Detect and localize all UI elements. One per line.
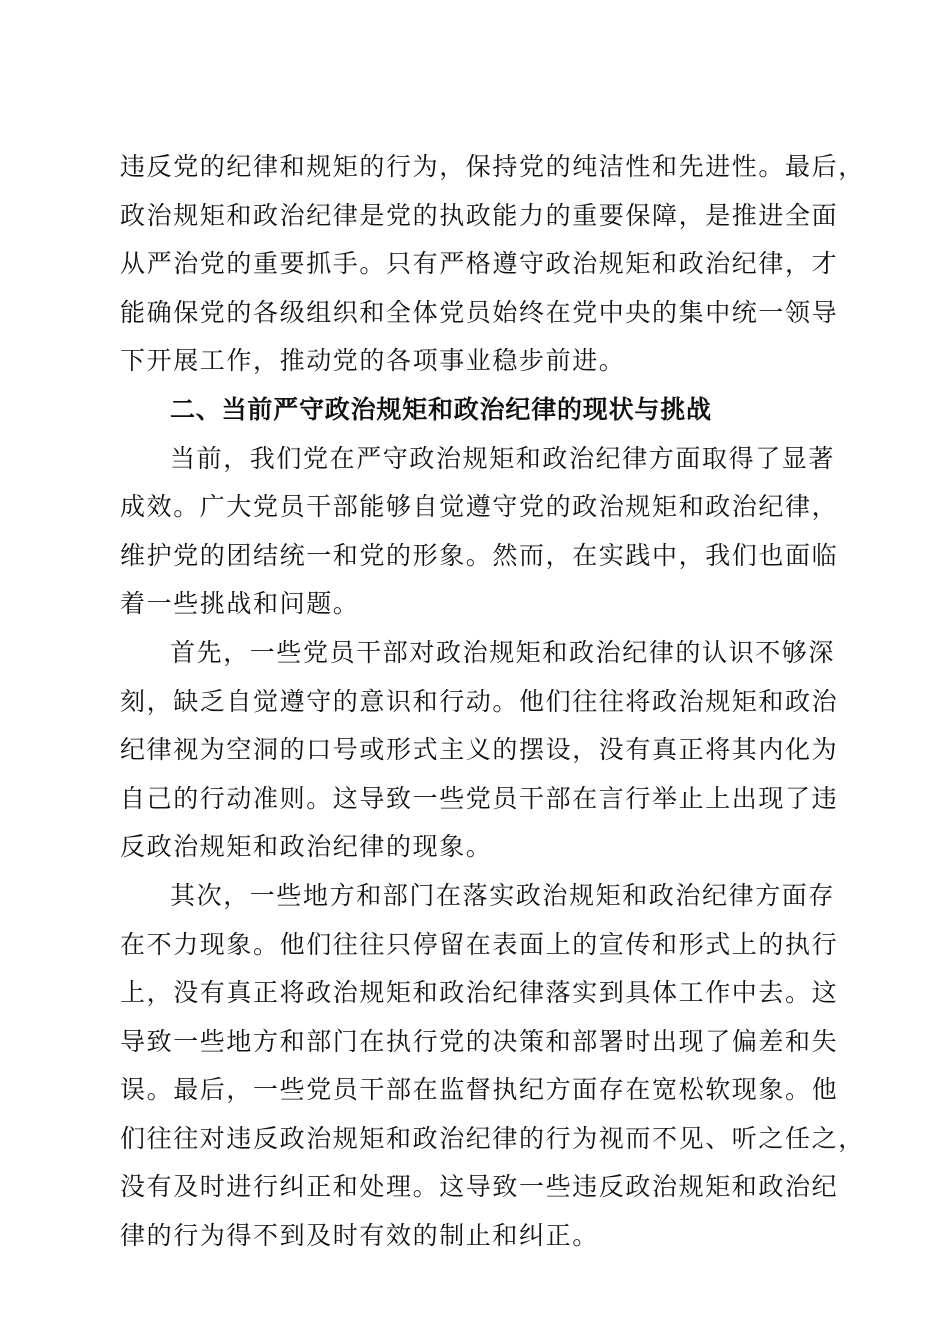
text-line: 违反党的纪律和规矩的行为，保持党的纯洁性和先进性。最后， bbox=[120, 152, 865, 181]
text-line: 维护党的团结统一和党的形象。然而，在实践中，我们也面临 bbox=[120, 540, 839, 570]
text-line: 成效。广大党员干部能够自觉遵守党的政治规矩和政治纪律， bbox=[120, 492, 839, 522]
text-line: 在不力现象。他们往往只停留在表面上的宣传和形式上的执行 bbox=[120, 929, 839, 959]
text-line: 律的行为得不到及时有效的制止和纠正。 bbox=[120, 1221, 599, 1251]
section-heading: 二、当前严守政治规矩和政治纪律的现状与挑战 bbox=[170, 394, 712, 424]
text-line: 纪律视为空洞的口号或形式主义的摆设，没有真正将其内化为 bbox=[120, 735, 839, 765]
text-line: 们往往对违反政治规矩和政治纪律的行为视而不见、听之任之， bbox=[120, 1123, 865, 1153]
text-line: 下开展工作，推动党的各项事业稳步前进。 bbox=[120, 346, 626, 376]
paragraph-second-challenge bbox=[120, 872, 865, 1261]
text-line: 能确保党的各级组织和全体党员始终在党中央的集中统一领导 bbox=[120, 297, 839, 327]
text-line: 导致一些地方和部门在执行党的决策和部署时出现了偏差和失 bbox=[120, 1026, 839, 1056]
paragraph-first-challenge bbox=[120, 629, 850, 872]
paragraph-current-status bbox=[120, 435, 850, 629]
text-line: 上，没有真正将政治规矩和政治纪律落实到具体工作中去。这 bbox=[120, 978, 839, 1008]
text-line: 误。最后，一些党员干部在监督执纪方面存在宽松软现象。他 bbox=[120, 1075, 839, 1105]
text-line: 其次，一些地方和部门在落实政治规矩和政治纪律方面存 bbox=[170, 880, 836, 910]
text-line: 没有及时进行纠正和处理。这导致一些违反政治规矩和政治纪 bbox=[120, 1172, 839, 1202]
text-line: 首先，一些党员干部对政治规矩和政治纪律的认识不够深 bbox=[170, 637, 836, 667]
paragraph-continued bbox=[120, 143, 865, 386]
text-line: 着一些挑战和问题。 bbox=[120, 589, 360, 619]
text-line: 反政治规矩和政治纪律的现象。 bbox=[120, 832, 493, 862]
text-line: 自己的行动准则。这导致一些党员干部在言行举止上出现了违 bbox=[120, 783, 839, 813]
text-line: 当前，我们党在严守政治规矩和政治纪律方面取得了显著 bbox=[170, 443, 836, 473]
text-line: 刻，缺乏自觉遵守的意识和行动。他们往往将政治规矩和政治 bbox=[120, 686, 839, 716]
document-body bbox=[120, 143, 865, 1261]
text-line: 从严治党的重要抓手。只有严格遵守政治规矩和政治纪律，才 bbox=[120, 249, 839, 279]
text-line: 政治规矩和政治纪律是党的执政能力的重要保障，是推进全面 bbox=[120, 200, 839, 230]
